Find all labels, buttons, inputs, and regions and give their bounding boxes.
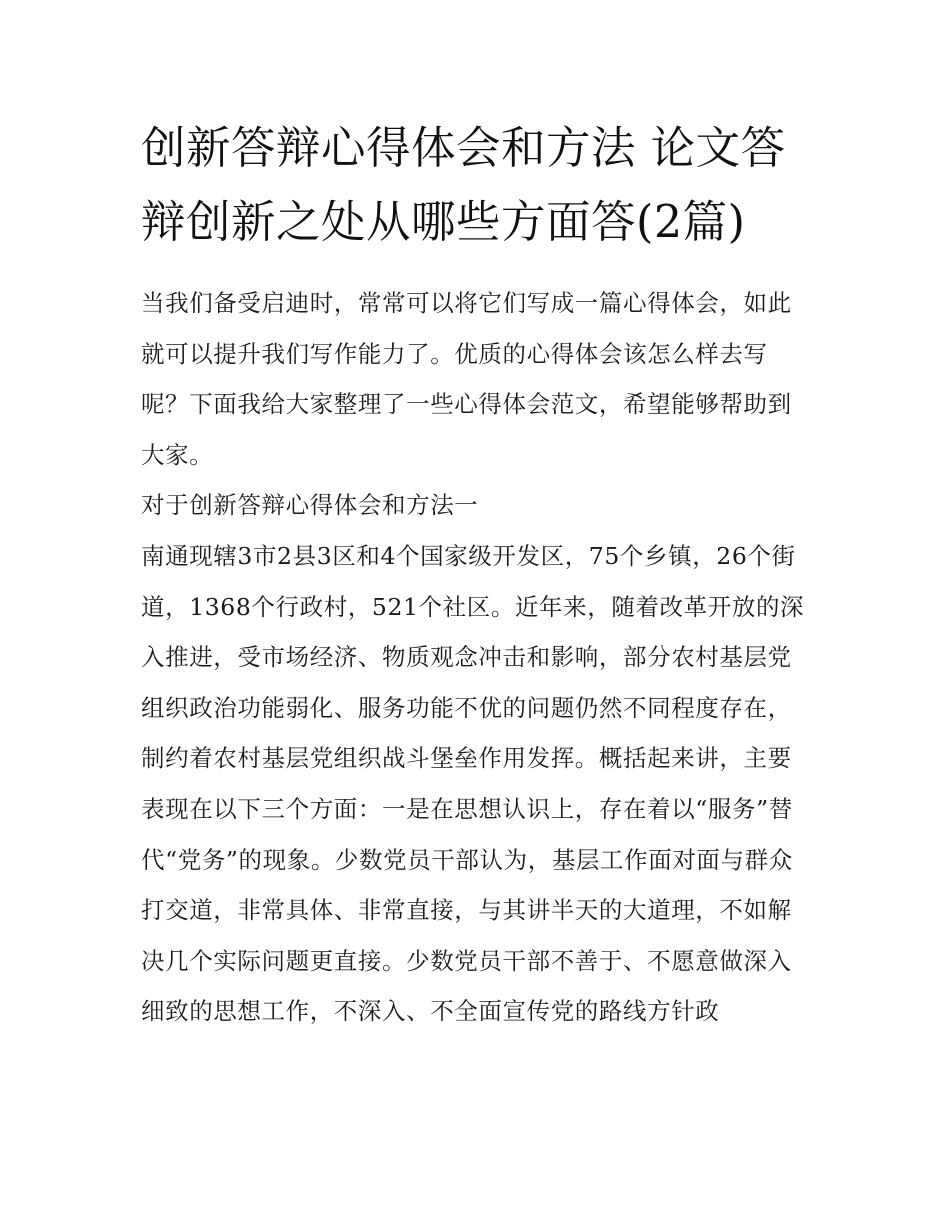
intro-paragraph: 当我们备受启迪时，常常可以将它们写成一篇心得体会，如此就可以提升我们写作能力了。优质的心得体会该怎么样去写呢？下面我给大家整理了一些心得体会范文，希望能够帮助到大家。 bbox=[141, 289, 792, 469]
document-title: 创新答辩心得体会和方法 论文答辩创新之处从哪些方面答(2篇) bbox=[141, 123, 786, 248]
body-paragraph: 南通现辖3市2县3区和4个国家级开发区，75个乡镇，26个街道，1368个行政村，521个社区。近年来，随着改革开放的深入推进，受市场经济、物质观念冲击和影响，部分农村基层党组织政治功能弱化、服务功能不优的问题仍然不同程度存在，制约着农村基层党组织战斗堡垒作用发挥。概括起来讲，主要表现在以下三个方面：一是在思想认识上，存在着以“服务”替代“党务”的现象。少数党员干部认为，基层工作面对面与群众打交道，非常具体、非常直接，与其讲半天的大道理，不如解决几个实际问题更直接。少数党员干部不善于、不愿意做深入细致的思想工作，不深入、不全面宣传党的路线方针政 bbox=[141, 541, 805, 1026]
document-content bbox=[141, 112, 813, 1037]
section-heading: 对于创新答辩心得体会和方法一 bbox=[141, 491, 479, 520]
